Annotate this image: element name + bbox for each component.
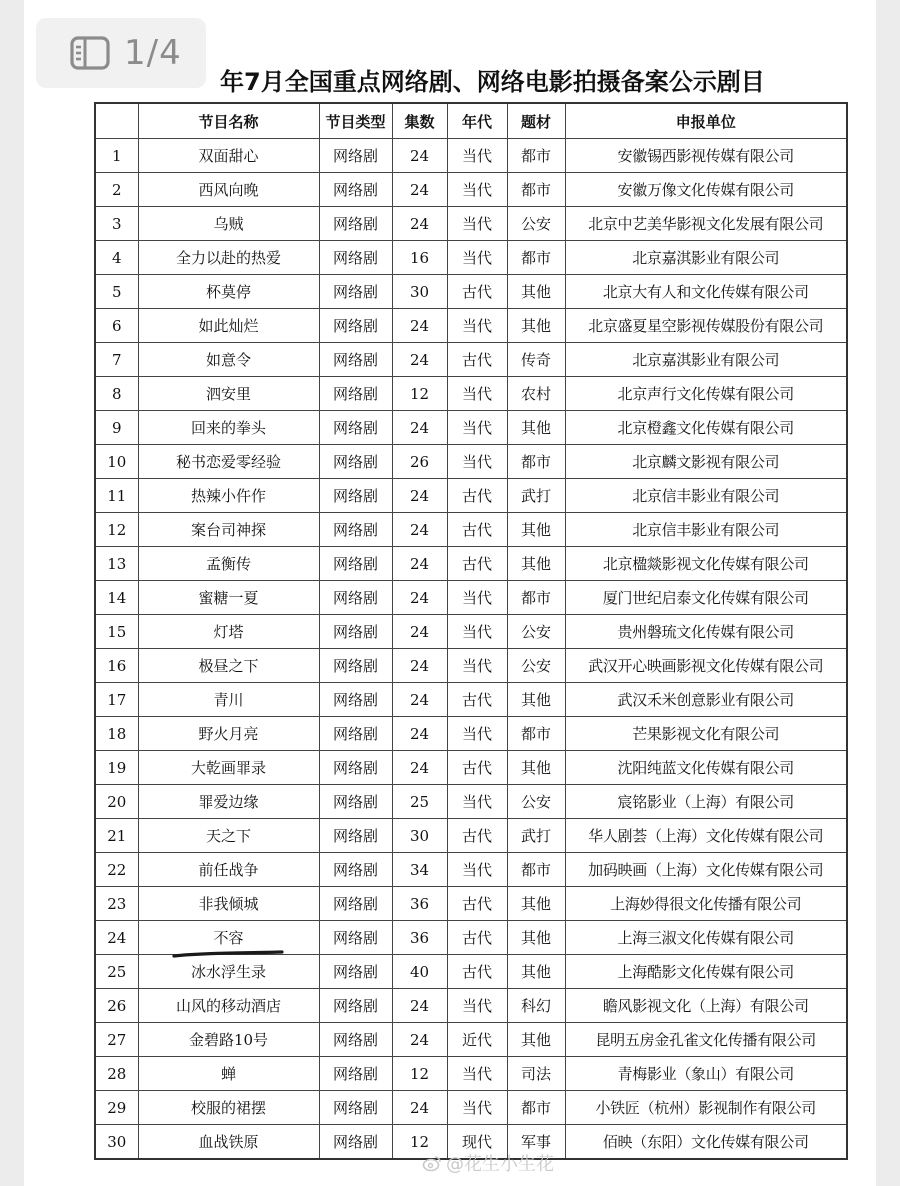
cell-episodes: 12 — [392, 1057, 447, 1091]
header-program-type: 节目类型 — [319, 103, 392, 139]
cell-era: 古代 — [447, 819, 507, 853]
cell-program-type: 网络剧 — [319, 547, 392, 581]
cell-program-name: 泗安里 — [138, 377, 319, 411]
cell-no: 25 — [95, 955, 138, 989]
cell-no: 15 — [95, 615, 138, 649]
cell-no: 7 — [95, 343, 138, 377]
cell-era: 当代 — [447, 445, 507, 479]
cell-program-type: 网络剧 — [319, 377, 392, 411]
cell-era: 古代 — [447, 887, 507, 921]
table-row — [95, 445, 847, 479]
cell-episodes: 24 — [392, 615, 447, 649]
cell-genre: 其他 — [507, 513, 565, 547]
cell-applicant: 北京橙鑫文化传媒有限公司 — [565, 411, 847, 445]
cell-program-type: 网络剧 — [319, 785, 392, 819]
weibo-logo-icon — [422, 1153, 442, 1173]
cell-era: 当代 — [447, 853, 507, 887]
cell-program-name: 如此灿烂 — [138, 309, 319, 343]
cell-genre: 司法 — [507, 1057, 565, 1091]
table-row — [95, 581, 847, 615]
table-row — [95, 275, 847, 309]
cell-program-type: 网络剧 — [319, 513, 392, 547]
cell-episodes: 12 — [392, 377, 447, 411]
cell-program-type: 网络剧 — [319, 989, 392, 1023]
cell-program-name: 案台司神探 — [138, 513, 319, 547]
cell-era: 古代 — [447, 479, 507, 513]
cell-program-name: 秘书恋爱零经验 — [138, 445, 319, 479]
header-era: 年代 — [447, 103, 507, 139]
cell-applicant: 北京中艺美华影视文化发展有限公司 — [565, 207, 847, 241]
cell-applicant: 昆明五房金孔雀文化传播有限公司 — [565, 1023, 847, 1057]
cell-era: 古代 — [447, 955, 507, 989]
table-row — [95, 173, 847, 207]
cell-no: 18 — [95, 717, 138, 751]
cell-era: 当代 — [447, 377, 507, 411]
cell-program-name: 双面甜心 — [138, 139, 319, 173]
header-program-name: 节目名称 — [138, 103, 319, 139]
cell-applicant: 加码映画（上海）文化传媒有限公司 — [565, 853, 847, 887]
cell-episodes: 24 — [392, 1023, 447, 1057]
cell-program-name: 金碧路10号 — [138, 1023, 319, 1057]
cell-no: 26 — [95, 989, 138, 1023]
cell-era: 古代 — [447, 751, 507, 785]
cell-program-type: 网络剧 — [319, 1091, 392, 1125]
cell-episodes: 24 — [392, 683, 447, 717]
watermark-text: @花生小生花 — [446, 1154, 554, 1175]
cell-genre: 其他 — [507, 955, 565, 989]
cell-program-name: 杯莫停 — [138, 275, 319, 309]
cell-no: 28 — [95, 1057, 138, 1091]
cell-episodes: 24 — [392, 411, 447, 445]
cell-program-name: 山风的移动酒店 — [138, 989, 319, 1023]
cell-program-name: 大乾画罪录 — [138, 751, 319, 785]
cell-genre: 都市 — [507, 717, 565, 751]
cell-episodes: 24 — [392, 989, 447, 1023]
cell-applicant: 北京嘉淇影业有限公司 — [565, 343, 847, 377]
table-row — [95, 411, 847, 445]
cell-no: 23 — [95, 887, 138, 921]
cell-no: 4 — [95, 241, 138, 275]
cell-episodes: 30 — [392, 819, 447, 853]
cell-episodes: 24 — [392, 139, 447, 173]
cell-program-type: 网络剧 — [319, 717, 392, 751]
cell-program-type: 网络剧 — [319, 819, 392, 853]
cell-no: 10 — [95, 445, 138, 479]
cell-episodes: 24 — [392, 581, 447, 615]
cell-era: 古代 — [447, 547, 507, 581]
cell-applicant: 青梅影业（象山）有限公司 — [565, 1057, 847, 1091]
cell-applicant: 瞻风影视文化（上海）有限公司 — [565, 989, 847, 1023]
header-no — [95, 103, 138, 139]
table-row — [95, 683, 847, 717]
cell-applicant: 上海三淑文化传媒有限公司 — [565, 921, 847, 955]
cell-program-name: 前任战争 — [138, 853, 319, 887]
cell-no: 2 — [95, 173, 138, 207]
cell-program-type: 网络剧 — [319, 1023, 392, 1057]
cell-program-name: 回来的拳头 — [138, 411, 319, 445]
table-row — [95, 819, 847, 853]
cell-episodes: 12 — [392, 1125, 447, 1160]
cell-episodes: 30 — [392, 275, 447, 309]
cell-genre: 其他 — [507, 751, 565, 785]
cell-genre: 军事 — [507, 1125, 565, 1160]
cell-episodes: 16 — [392, 241, 447, 275]
table-row — [95, 649, 847, 683]
cell-no: 12 — [95, 513, 138, 547]
cell-applicant: 北京信丰影业有限公司 — [565, 479, 847, 513]
table-row — [95, 717, 847, 751]
table-row — [95, 479, 847, 513]
cell-program-type: 网络剧 — [319, 683, 392, 717]
cell-program-type: 网络剧 — [319, 479, 392, 513]
cell-era: 当代 — [447, 139, 507, 173]
cell-era: 当代 — [447, 207, 507, 241]
cell-program-name: 如意令 — [138, 343, 319, 377]
cell-no: 16 — [95, 649, 138, 683]
cell-applicant: 上海酷影文化传媒有限公司 — [565, 955, 847, 989]
cell-program-type: 网络剧 — [319, 139, 392, 173]
cell-applicant: 北京麟文影视有限公司 — [565, 445, 847, 479]
table-row — [95, 785, 847, 819]
cell-applicant: 北京嘉淇影业有限公司 — [565, 241, 847, 275]
header-episodes: 集数 — [392, 103, 447, 139]
cell-genre: 其他 — [507, 683, 565, 717]
document-title: 年7月全国重点网络剧、网络电影拍摄备案公示剧目 — [220, 68, 765, 96]
cell-episodes: 24 — [392, 751, 447, 785]
cell-era: 当代 — [447, 615, 507, 649]
cell-applicant: 贵州磐琉文化传媒有限公司 — [565, 615, 847, 649]
cell-program-type: 网络剧 — [319, 343, 392, 377]
table-row — [95, 207, 847, 241]
cell-applicant: 北京盛夏星空影视传媒股份有限公司 — [565, 309, 847, 343]
cell-program-name: 不容 — [138, 921, 319, 955]
cell-era: 现代 — [447, 1125, 507, 1160]
cell-no: 8 — [95, 377, 138, 411]
cell-episodes: 24 — [392, 207, 447, 241]
document-page — [24, 0, 876, 1186]
cell-program-name: 孟衡传 — [138, 547, 319, 581]
cell-no: 29 — [95, 1091, 138, 1125]
table-row — [95, 377, 847, 411]
cell-program-name: 灯塔 — [138, 615, 319, 649]
cell-program-type: 网络剧 — [319, 1057, 392, 1091]
cell-program-name: 西风向晚 — [138, 173, 319, 207]
cell-no: 6 — [95, 309, 138, 343]
cell-program-name: 天之下 — [138, 819, 319, 853]
cell-era: 当代 — [447, 785, 507, 819]
cell-episodes: 36 — [392, 887, 447, 921]
cell-genre: 其他 — [507, 309, 565, 343]
cell-era: 当代 — [447, 649, 507, 683]
cell-era: 当代 — [447, 411, 507, 445]
cell-no: 3 — [95, 207, 138, 241]
cell-episodes: 24 — [392, 717, 447, 751]
cell-no: 11 — [95, 479, 138, 513]
cell-genre: 都市 — [507, 1091, 565, 1125]
cell-genre: 都市 — [507, 853, 565, 887]
table-row — [95, 309, 847, 343]
cell-no: 22 — [95, 853, 138, 887]
cell-genre: 传奇 — [507, 343, 565, 377]
cell-no: 21 — [95, 819, 138, 853]
cell-episodes: 24 — [392, 479, 447, 513]
cell-applicant: 沈阳纯蓝文化传媒有限公司 — [565, 751, 847, 785]
cell-applicant: 上海妙得很文化传播有限公司 — [565, 887, 847, 921]
cell-program-type: 网络剧 — [319, 751, 392, 785]
cell-applicant: 宸铭影业（上海）有限公司 — [565, 785, 847, 819]
cell-program-name: 校服的裙摆 — [138, 1091, 319, 1125]
cell-program-type: 网络剧 — [319, 887, 392, 921]
cell-genre: 都市 — [507, 173, 565, 207]
cell-program-type: 网络剧 — [319, 173, 392, 207]
cell-genre: 武打 — [507, 479, 565, 513]
cell-program-type: 网络剧 — [319, 445, 392, 479]
cell-no: 13 — [95, 547, 138, 581]
cell-era: 当代 — [447, 173, 507, 207]
cell-genre: 其他 — [507, 411, 565, 445]
table-row — [95, 241, 847, 275]
cell-era: 当代 — [447, 1057, 507, 1091]
cell-program-type: 网络剧 — [319, 309, 392, 343]
cell-episodes: 40 — [392, 955, 447, 989]
cell-program-name: 蝉 — [138, 1057, 319, 1091]
cell-genre: 科幻 — [507, 989, 565, 1023]
cell-applicant: 北京楹燚影视文化传媒有限公司 — [565, 547, 847, 581]
handwritten-underline — [172, 947, 284, 961]
cell-genre: 农村 — [507, 377, 565, 411]
cell-no: 30 — [95, 1125, 138, 1160]
cell-program-name: 蜜糖一夏 — [138, 581, 319, 615]
cell-program-type: 网络剧 — [319, 581, 392, 615]
cell-no: 24 — [95, 921, 138, 955]
cell-no: 19 — [95, 751, 138, 785]
table-row — [95, 343, 847, 377]
cell-genre: 都市 — [507, 241, 565, 275]
cell-episodes: 24 — [392, 513, 447, 547]
cell-program-type: 网络剧 — [319, 649, 392, 683]
cell-era: 当代 — [447, 717, 507, 751]
cell-episodes: 26 — [392, 445, 447, 479]
watermark — [422, 1150, 554, 1176]
cell-genre: 其他 — [507, 1023, 565, 1057]
table-row — [95, 989, 847, 1023]
table-row — [95, 1091, 847, 1125]
cell-no: 27 — [95, 1023, 138, 1057]
cell-program-type: 网络剧 — [319, 955, 392, 989]
cell-episodes: 24 — [392, 343, 447, 377]
cell-era: 当代 — [447, 1091, 507, 1125]
cell-no: 9 — [95, 411, 138, 445]
header-genre: 题材 — [507, 103, 565, 139]
cell-applicant: 佰映（东阳）文化传媒有限公司 — [565, 1125, 847, 1160]
cell-applicant: 安徽锡西影视传媒有限公司 — [565, 139, 847, 173]
table-row — [95, 853, 847, 887]
cell-program-type: 网络剧 — [319, 615, 392, 649]
cell-era: 古代 — [447, 513, 507, 547]
cell-genre: 其他 — [507, 275, 565, 309]
cell-no: 1 — [95, 139, 138, 173]
table-row — [95, 139, 847, 173]
cell-applicant: 小铁匠（杭州）影视制作有限公司 — [565, 1091, 847, 1125]
table-row — [95, 513, 847, 547]
cell-program-name: 罪爱边缘 — [138, 785, 319, 819]
cell-applicant: 厦门世纪启泰文化传媒有限公司 — [565, 581, 847, 615]
cell-no: 14 — [95, 581, 138, 615]
cell-genre: 公安 — [507, 649, 565, 683]
cell-genre: 其他 — [507, 921, 565, 955]
cell-episodes: 24 — [392, 173, 447, 207]
table-header-row — [95, 103, 847, 139]
cell-genre: 都市 — [507, 581, 565, 615]
table-row — [95, 1023, 847, 1057]
cell-genre: 都市 — [507, 445, 565, 479]
cell-program-name: 全力以赴的热爱 — [138, 241, 319, 275]
cell-episodes: 34 — [392, 853, 447, 887]
cell-applicant: 安徽万像文化传媒有限公司 — [565, 173, 847, 207]
cell-era: 当代 — [447, 309, 507, 343]
cell-program-name: 热辣小仵作 — [138, 479, 319, 513]
table-row — [95, 887, 847, 921]
cell-applicant: 北京声行文化传媒有限公司 — [565, 377, 847, 411]
cell-program-type: 网络剧 — [319, 275, 392, 309]
cell-applicant: 华人剧荟（上海）文化传媒有限公司 — [565, 819, 847, 853]
cell-applicant: 武汉禾米创意影业有限公司 — [565, 683, 847, 717]
table-row — [95, 751, 847, 785]
cell-program-type: 网络剧 — [319, 411, 392, 445]
cell-episodes: 25 — [392, 785, 447, 819]
cell-era: 当代 — [447, 989, 507, 1023]
page-indicator-badge[interactable] — [36, 18, 206, 88]
table-row — [95, 615, 847, 649]
cell-program-type: 网络剧 — [319, 853, 392, 887]
cell-episodes: 36 — [392, 921, 447, 955]
cell-genre: 其他 — [507, 887, 565, 921]
cell-program-name: 野火月亮 — [138, 717, 319, 751]
cell-program-name: 非我倾城 — [138, 887, 319, 921]
cell-era: 当代 — [447, 241, 507, 275]
page-indicator-text: 1/4 — [124, 33, 182, 73]
cell-genre: 其他 — [507, 547, 565, 581]
cell-era: 古代 — [447, 683, 507, 717]
cell-applicant: 北京信丰影业有限公司 — [565, 513, 847, 547]
cell-genre: 都市 — [507, 139, 565, 173]
cell-program-name: 乌贼 — [138, 207, 319, 241]
cell-era: 古代 — [447, 921, 507, 955]
cell-era: 当代 — [447, 581, 507, 615]
cell-genre: 公安 — [507, 207, 565, 241]
cell-program-type: 网络剧 — [319, 207, 392, 241]
cell-applicant: 北京大有人和文化传媒有限公司 — [565, 275, 847, 309]
cell-program-name: 冰水浮生录 — [138, 955, 319, 989]
cell-program-name: 血战铁原 — [138, 1125, 319, 1160]
header-applicant: 申报单位 — [565, 103, 847, 139]
cell-genre: 公安 — [507, 615, 565, 649]
cell-program-type: 网络剧 — [319, 1125, 392, 1160]
cell-no: 20 — [95, 785, 138, 819]
cell-program-name: 青川 — [138, 683, 319, 717]
table-row — [95, 547, 847, 581]
cell-program-type: 网络剧 — [319, 241, 392, 275]
cell-program-type: 网络剧 — [319, 921, 392, 955]
cell-genre: 公安 — [507, 785, 565, 819]
cell-no: 17 — [95, 683, 138, 717]
cell-episodes: 24 — [392, 649, 447, 683]
cell-episodes: 24 — [392, 547, 447, 581]
cell-applicant: 芒果影视文化有限公司 — [565, 717, 847, 751]
cell-no: 5 — [95, 275, 138, 309]
cell-episodes: 24 — [392, 309, 447, 343]
cell-applicant: 武汉开心映画影视文化传媒有限公司 — [565, 649, 847, 683]
cell-genre: 武打 — [507, 819, 565, 853]
table-body — [95, 139, 847, 1160]
cell-era: 古代 — [447, 275, 507, 309]
cell-episodes: 24 — [392, 1091, 447, 1125]
drama-list-table — [94, 102, 848, 1160]
table-row — [95, 1057, 847, 1091]
cell-program-name: 极昼之下 — [138, 649, 319, 683]
cell-era: 古代 — [447, 343, 507, 377]
page-list-icon — [70, 36, 110, 70]
cell-era: 近代 — [447, 1023, 507, 1057]
